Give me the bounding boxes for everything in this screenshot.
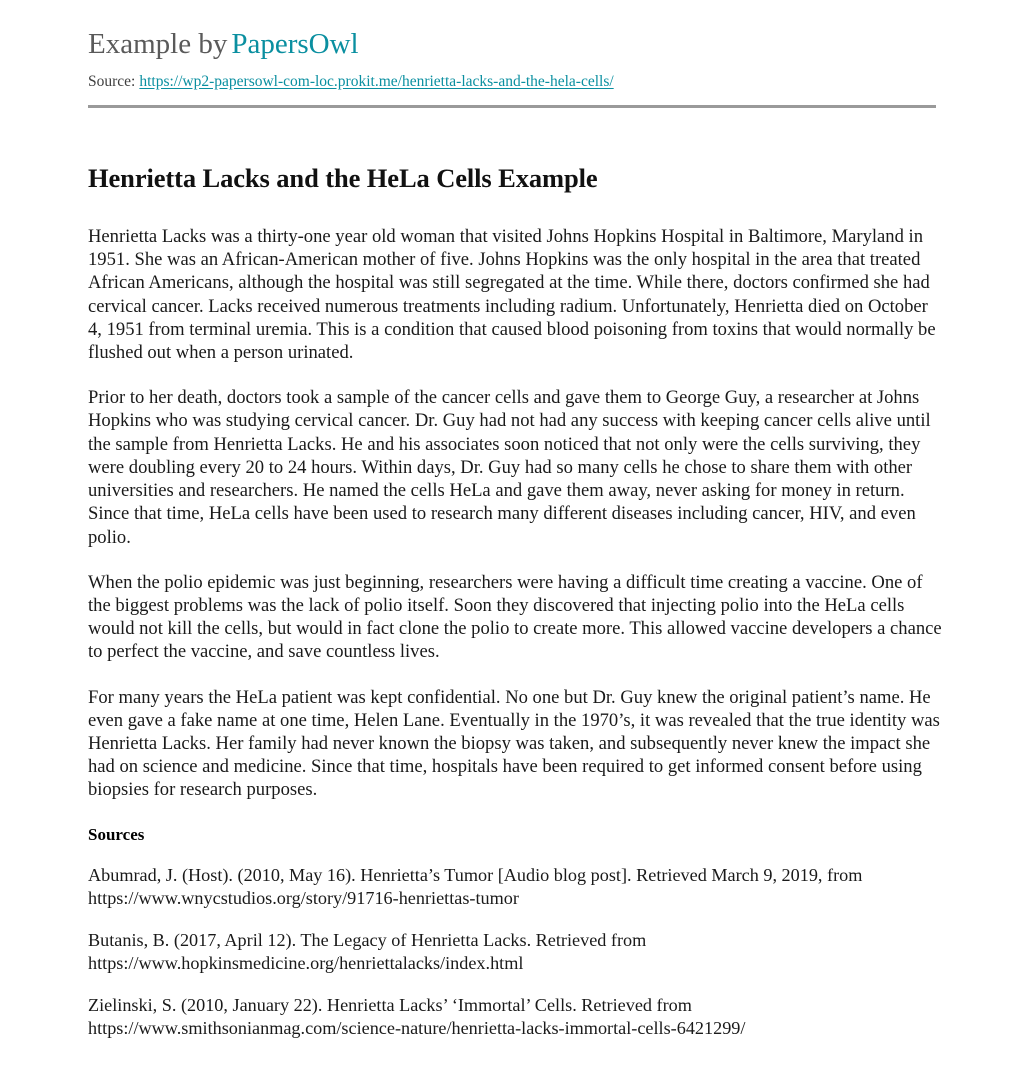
body-paragraph: When the polio epidemic was just beginning, researchers were having a difficult time creating a vaccine. One of the biggest problems was the lack of polio itself. Soon they discovered that injecting polio into the HeLa cells would not kill the cells, but would in fact clone the polio to create more. This allowed vaccine developers a chance to perfect the vaccine, and save countless lives. <box>88 571 942 663</box>
header-divider <box>88 105 936 108</box>
body-paragraph: Prior to her death, doctors took a sample of the cancer cells and gave them to George Guy, a researcher at Johns Hopkins who was studying cervical cancer. Dr. Guy had not had any success with keeping cancer cells alive until the sample from Henrietta Lacks. He and his associates soon noticed that not only were the cells surviving, they were doubling every 20 to 24 hours. Within days, Dr. Guy had so many cells he chose to share them with other universities and researchers. He named the cells HeLa and gave them away, never asking for money in return. Since that time, HeLa cells have been used to research many different diseases including cancer, HIV, and even polio. <box>88 387 931 548</box>
source-url-link[interactable]: https://wp2-papersowl-com-loc.prokit.me/henrietta-lacks-and-the-hela-cells/ <box>139 73 614 91</box>
article-body <box>88 162 944 1040</box>
sources-heading: Sources <box>88 824 145 844</box>
body-paragraph: Henrietta Lacks was a thirty-one year old woman that visited Johns Hopkins Hospital in Baltimore, Maryland in 1951. She was an African-American mother of five. Johns Hopkins was the only hospital in the area that treated African Americans, although the hospital was still segregated at the time. While there, doctors confirmed she had cervical cancer. Lacks received numerous treatments including radium. Unfortunately, Henrietta died on October 4, 1951 from terminal uremia. This is a condition that caused blood poisoning from toxins that would normally be flushed out when a person urinated. <box>88 226 936 364</box>
brand-heading <box>88 28 940 61</box>
brand-prefix-text: Example by <box>88 28 228 60</box>
citation-entry: Abumrad, J. (Host). (2010, May 16). Henrietta’s Tumor [Audio blog post]. Retrieved March 9, 2019, from https://www.wnycstudios.org/story/91716-henriettas-tumor <box>88 864 863 908</box>
page-header <box>88 28 940 108</box>
source-line <box>88 73 940 92</box>
source-label: Source: <box>88 73 136 91</box>
body-paragraph: For many years the HeLa patient was kept confidential. No one but Dr. Guy knew the original patient’s name. He even gave a fake name at one time, Helen Lane. Eventually in the 1970’s, it was revealed that the true identity was Henrietta Lacks. Her family had never known the biopsy was taken, and subsequently never knew the impact she had on science and medicine. Since that time, hospitals have been required to get informed consent before using biopsies for research purposes. <box>88 686 940 801</box>
citation-entry: Zielinski, S. (2010, January 22). Henrietta Lacks’ ‘Immortal’ Cells. Retrieved from https://www.smithsonianmag.com/science-nature/henrietta-lacks-immortal-cells-6421299/ <box>88 994 746 1038</box>
brand-name-papersowl: PapersOwl <box>231 28 359 60</box>
citation-entry: Butanis, B. (2017, April 12). The Legacy of Henrietta Lacks. Retrieved from https://www.hopkinsmedicine.org/henriettalacks/index.html <box>88 929 647 973</box>
page-title: Henrietta Lacks and the HeLa Cells Example <box>88 162 598 193</box>
